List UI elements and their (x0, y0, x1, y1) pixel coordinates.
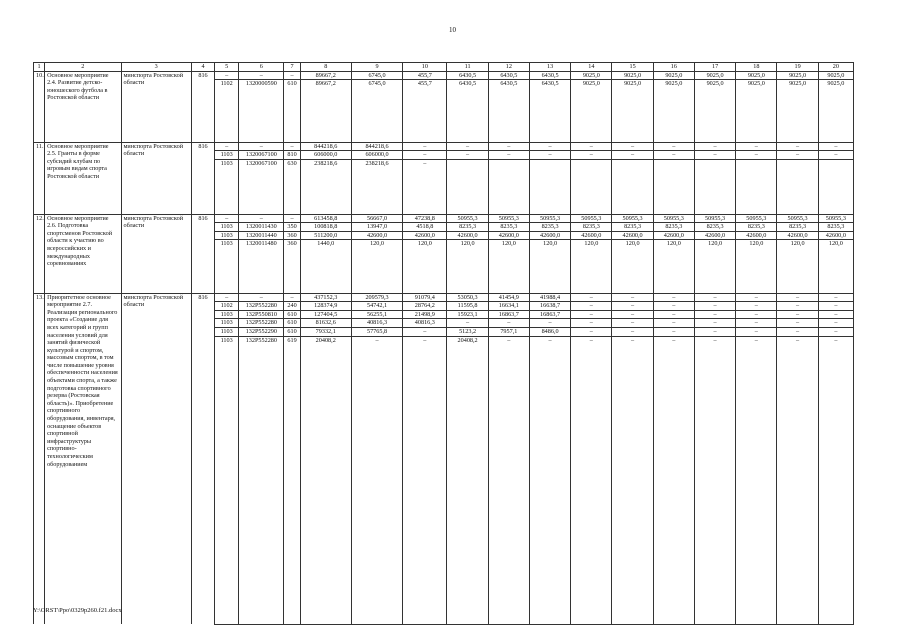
value-cell: 6745,0 (351, 71, 402, 80)
value-cell: – (653, 293, 694, 302)
value-cell: – (612, 319, 653, 328)
value-cell: – (529, 336, 570, 624)
value-cell: – (529, 142, 570, 151)
value-cell: – (777, 151, 818, 160)
value-cell: 56667,0 (351, 214, 402, 223)
value-cell: 42600,0 (447, 231, 488, 240)
value-cell: – (694, 327, 735, 336)
value-cell: 120,0 (818, 240, 853, 293)
value-cell: 1320011480 (239, 240, 284, 293)
value-cell: 1103 (215, 319, 239, 328)
value-cell: – (239, 214, 284, 223)
value-cell: 1320067100 (239, 151, 284, 160)
value-cell: – (571, 319, 612, 328)
value-cell: 50955,3 (736, 214, 777, 223)
value-cell: – (694, 302, 735, 311)
value-cell: 50955,3 (653, 214, 694, 223)
column-number: 7 (284, 63, 300, 72)
value-cell: – (284, 293, 300, 302)
value-cell: 100818,8 (300, 223, 351, 232)
value-cell: – (653, 302, 694, 311)
responsible-agency: минспорта Ростовской области (121, 293, 191, 624)
value-cell: – (736, 310, 777, 319)
value-cell: 41988,4 (529, 293, 570, 302)
value-cell: – (351, 336, 402, 624)
value-cell: 8235,3 (529, 223, 570, 232)
column-number: 1 (34, 63, 45, 72)
value-cell: 8235,3 (777, 223, 818, 232)
value-cell: – (284, 214, 300, 223)
value-cell: 6430,5 (529, 80, 570, 142)
value-cell: 1102 (215, 80, 239, 142)
value-cell: 1103 (215, 231, 239, 240)
value-cell: 42600,0 (736, 231, 777, 240)
value-cell: – (694, 151, 735, 160)
column-number: 5 (215, 63, 239, 72)
value-cell: 47238,8 (403, 214, 447, 223)
value-cell: 81632,6 (300, 319, 351, 328)
value-cell: 8235,3 (612, 223, 653, 232)
value-cell: 1103 (215, 151, 239, 160)
value-cell: – (403, 336, 447, 624)
value-cell: 120,0 (612, 240, 653, 293)
value-cell: – (571, 142, 612, 151)
value-cell: – (736, 293, 777, 302)
value-cell: – (403, 151, 447, 160)
value-cell: 8235,3 (488, 223, 529, 232)
value-cell: 1440,0 (300, 240, 351, 293)
value-cell (653, 159, 694, 214)
value-cell: 42600,0 (403, 231, 447, 240)
value-cell: 1320000590 (239, 80, 284, 142)
value-cell: 360 (284, 231, 300, 240)
value-cell: – (215, 71, 239, 80)
agency-code: 816 (191, 71, 214, 142)
value-cell: 40816,3 (351, 319, 402, 328)
value-cell: 6430,5 (447, 71, 488, 80)
agency-code: 816 (191, 142, 214, 214)
value-cell: 455,7 (403, 80, 447, 142)
row-number: 10. (34, 71, 45, 142)
value-cell: 79332,1 (300, 327, 351, 336)
value-cell: – (403, 327, 447, 336)
value-cell: – (777, 336, 818, 624)
value-cell: 610 (284, 310, 300, 319)
value-cell: 11595,8 (447, 302, 488, 311)
value-cell: – (653, 151, 694, 160)
value-cell: 238218,6 (351, 159, 402, 214)
value-cell: – (653, 336, 694, 624)
value-cell: 9025,0 (818, 71, 853, 80)
value-cell: – (529, 319, 570, 328)
value-cell: 42600,0 (612, 231, 653, 240)
value-cell: 128374,9 (300, 302, 351, 311)
value-cell: 16638,7 (529, 302, 570, 311)
value-cell: – (488, 142, 529, 151)
value-cell: – (215, 214, 239, 223)
value-cell: – (694, 142, 735, 151)
responsible-agency: минспорта Ростовской области (121, 71, 191, 142)
value-cell: 1103 (215, 159, 239, 214)
value-cell: 89667,2 (300, 80, 351, 142)
column-number: 13 (529, 63, 570, 72)
value-cell: 120,0 (736, 240, 777, 293)
event-name: Приоритетное основное мероприятие 2.7. Реализация регионального проекта «Создание для всех категорий и групп населения условий для занятий физической культурой и спортом, массовым спортом, в том числе повышение уровня обеспеченности населения объектами спорта, а также подготовка спортивного резерва (Ростовская область)». Приобретение спортивного оборудования, инвентаря, оснащение объектов спортивной инфраструктуры спортивно-технологическим оборудованием (45, 293, 121, 624)
value-cell: 606000,0 (300, 151, 351, 160)
value-cell: 844218,6 (300, 142, 351, 151)
value-cell: – (777, 293, 818, 302)
value-cell: – (284, 71, 300, 80)
value-cell: 9025,0 (694, 71, 735, 80)
value-cell: 57765,8 (351, 327, 402, 336)
column-number: 18 (736, 63, 777, 72)
row-number: 11. (34, 142, 45, 214)
value-cell: 613458,8 (300, 214, 351, 223)
value-cell: 42600,0 (694, 231, 735, 240)
value-cell: 20408,2 (300, 336, 351, 624)
column-number: 16 (653, 63, 694, 72)
value-cell: – (215, 142, 239, 151)
value-cell: – (818, 151, 853, 160)
value-cell: 120,0 (653, 240, 694, 293)
page-number: 10 (449, 26, 456, 34)
value-cell: 209579,3 (351, 293, 402, 302)
value-cell: 9025,0 (736, 71, 777, 80)
value-cell: – (736, 151, 777, 160)
value-cell: 40816,3 (403, 319, 447, 328)
value-cell: 91079,4 (403, 293, 447, 302)
table-row (34, 293, 854, 302)
value-cell: 50955,3 (488, 214, 529, 223)
table-row (34, 214, 854, 223)
value-cell: – (403, 142, 447, 151)
column-number: 14 (571, 63, 612, 72)
column-number: 4 (191, 63, 214, 72)
column-number: 6 (239, 63, 284, 72)
value-cell: – (529, 151, 570, 160)
value-cell: 9025,0 (653, 80, 694, 142)
value-cell: 16634,1 (488, 302, 529, 311)
value-cell: – (571, 327, 612, 336)
value-cell: 8235,3 (653, 223, 694, 232)
responsible-agency: минспорта Ростовской области (121, 142, 191, 214)
value-cell: 240 (284, 302, 300, 311)
value-cell: 21498,9 (403, 310, 447, 319)
value-cell: – (612, 151, 653, 160)
agency-code: 816 (191, 293, 214, 624)
value-cell: – (818, 319, 853, 328)
value-cell: 8235,3 (447, 223, 488, 232)
value-cell: – (612, 310, 653, 319)
value-cell: 42600,0 (351, 231, 402, 240)
value-cell: 15923,1 (447, 310, 488, 319)
value-cell: 28764,2 (403, 302, 447, 311)
value-cell: 120,0 (529, 240, 570, 293)
column-number: 2 (45, 63, 121, 72)
value-cell: – (612, 142, 653, 151)
value-cell: – (571, 151, 612, 160)
value-cell: – (777, 319, 818, 328)
value-cell: 89667,2 (300, 71, 351, 80)
value-cell: – (239, 293, 284, 302)
value-cell: 120,0 (351, 240, 402, 293)
value-cell: – (694, 319, 735, 328)
value-cell: 120,0 (777, 240, 818, 293)
value-cell: 9025,0 (694, 80, 735, 142)
value-cell: 54742,1 (351, 302, 402, 311)
value-cell: 132P552280 (239, 336, 284, 624)
value-cell: – (571, 336, 612, 624)
value-cell: 1103 (215, 336, 239, 624)
value-cell: 41454,9 (488, 293, 529, 302)
value-cell: 50955,3 (777, 214, 818, 223)
value-cell: – (571, 302, 612, 311)
value-cell: 1103 (215, 223, 239, 232)
value-cell: 120,0 (488, 240, 529, 293)
column-number: 11 (447, 63, 488, 72)
value-cell: 610 (284, 327, 300, 336)
value-cell: 8235,3 (736, 223, 777, 232)
value-cell: 16863,7 (529, 310, 570, 319)
column-number: 10 (403, 63, 447, 72)
value-cell: – (818, 302, 853, 311)
value-cell: 8235,3 (694, 223, 735, 232)
responsible-agency: минспорта Ростовской области (121, 214, 191, 293)
value-cell: 132P552290 (239, 327, 284, 336)
column-number: 9 (351, 63, 402, 72)
value-cell: 50955,3 (571, 214, 612, 223)
value-cell: – (447, 319, 488, 328)
value-cell: 437152,3 (300, 293, 351, 302)
value-cell: – (403, 159, 447, 214)
value-cell: 42600,0 (529, 231, 570, 240)
value-cell: 6430,5 (447, 80, 488, 142)
value-cell: 606000,0 (351, 151, 402, 160)
value-cell: – (653, 327, 694, 336)
value-cell: – (653, 142, 694, 151)
value-cell: – (488, 319, 529, 328)
value-cell: 9025,0 (571, 80, 612, 142)
value-cell: 120,0 (571, 240, 612, 293)
value-cell: 50955,3 (818, 214, 853, 223)
value-cell: – (818, 293, 853, 302)
funding-table (33, 62, 854, 625)
value-cell (571, 159, 612, 214)
table-row (34, 142, 854, 151)
value-cell: – (488, 151, 529, 160)
event-name: Основное мероприятие 2.6. Подготовка спортсменов Ростовской области к участию во всероссийских и международных соревнованиях (45, 214, 121, 293)
value-cell: 5123,2 (447, 327, 488, 336)
value-cell: 1103 (215, 240, 239, 293)
value-cell: 132P552280 (239, 319, 284, 328)
value-cell: 6430,5 (488, 80, 529, 142)
value-cell: 42600,0 (777, 231, 818, 240)
value-cell: 8486,0 (529, 327, 570, 336)
value-cell: 42600,0 (653, 231, 694, 240)
value-cell: 619 (284, 336, 300, 624)
value-cell (488, 159, 529, 214)
value-cell: 8235,3 (571, 223, 612, 232)
value-cell: – (215, 293, 239, 302)
value-cell: 9025,0 (777, 80, 818, 142)
value-cell: – (612, 293, 653, 302)
file-path-footer: Y:\ORST\Ppo\0329p260.f21.docx (33, 607, 122, 614)
column-number-row (34, 63, 854, 72)
value-cell (529, 159, 570, 214)
value-cell (777, 159, 818, 214)
value-cell: 6430,5 (529, 71, 570, 80)
value-cell (694, 159, 735, 214)
value-cell: 42600,0 (488, 231, 529, 240)
value-cell: 50955,3 (529, 214, 570, 223)
value-cell: – (736, 327, 777, 336)
value-cell: – (239, 71, 284, 80)
value-cell: 9025,0 (612, 71, 653, 80)
value-cell: 1320067100 (239, 159, 284, 214)
row-number: 13. (34, 293, 45, 624)
column-number: 3 (121, 63, 191, 72)
value-cell: 56255,1 (351, 310, 402, 319)
value-cell: – (239, 142, 284, 151)
value-cell: – (612, 327, 653, 336)
value-cell: 42600,0 (571, 231, 612, 240)
row-number: 12. (34, 214, 45, 293)
value-cell: 1320011430 (239, 223, 284, 232)
value-cell: – (818, 327, 853, 336)
table-row (34, 71, 854, 80)
value-cell (736, 159, 777, 214)
value-cell: 9025,0 (818, 80, 853, 142)
value-cell: 132P552280 (239, 302, 284, 311)
value-cell (612, 159, 653, 214)
value-cell: – (818, 310, 853, 319)
column-number: 19 (777, 63, 818, 72)
value-cell (447, 159, 488, 214)
value-cell: 20408,2 (447, 336, 488, 624)
value-cell: 511200,0 (300, 231, 351, 240)
value-cell: – (694, 293, 735, 302)
value-cell: 6430,5 (488, 71, 529, 80)
value-cell: 120,0 (447, 240, 488, 293)
value-cell: 120,0 (403, 240, 447, 293)
value-cell: 120,0 (694, 240, 735, 293)
value-cell: 238218,6 (300, 159, 351, 214)
value-cell: – (612, 336, 653, 624)
event-name: Основное мероприятие 2.5. Гранты в форме субсидий клубам по игровым видам спорта Ростовской области (45, 142, 121, 214)
value-cell: 7957,1 (488, 327, 529, 336)
value-cell: 9025,0 (571, 71, 612, 80)
value-cell: 1320011440 (239, 231, 284, 240)
value-cell (818, 159, 853, 214)
value-cell: 13947,0 (351, 223, 402, 232)
value-cell: 53050,3 (447, 293, 488, 302)
value-cell: 455,7 (403, 71, 447, 80)
value-cell: 350 (284, 223, 300, 232)
value-cell: 9025,0 (736, 80, 777, 142)
value-cell: 16863,7 (488, 310, 529, 319)
value-cell: 6745,0 (351, 80, 402, 142)
value-cell: – (694, 336, 735, 624)
value-cell: – (818, 142, 853, 151)
value-cell: – (777, 310, 818, 319)
value-cell: – (571, 310, 612, 319)
value-cell: 1103 (215, 310, 239, 319)
value-cell: – (736, 319, 777, 328)
event-name: Основное мероприятие 2.4. Развитие детско-юношеского футбола в Ростовской области (45, 71, 121, 142)
value-cell: 50955,3 (447, 214, 488, 223)
value-cell: 630 (284, 159, 300, 214)
value-cell: – (777, 302, 818, 311)
value-cell: – (447, 151, 488, 160)
value-cell: 4518,8 (403, 223, 447, 232)
value-cell: – (777, 142, 818, 151)
value-cell: – (736, 336, 777, 624)
value-cell: 42600,0 (818, 231, 853, 240)
agency-code: 816 (191, 214, 214, 293)
value-cell: 610 (284, 319, 300, 328)
value-cell: – (612, 302, 653, 311)
value-cell: – (284, 142, 300, 151)
column-number: 15 (612, 63, 653, 72)
value-cell: 9025,0 (612, 80, 653, 142)
value-cell: – (447, 142, 488, 151)
value-cell: 360 (284, 240, 300, 293)
value-cell: – (818, 336, 853, 624)
column-number: 12 (488, 63, 529, 72)
value-cell: 50955,3 (612, 214, 653, 223)
value-cell: – (777, 327, 818, 336)
value-cell: – (736, 142, 777, 151)
value-cell: 844218,6 (351, 142, 402, 151)
value-cell: 127404,5 (300, 310, 351, 319)
column-number: 20 (818, 63, 853, 72)
column-number: 17 (694, 63, 735, 72)
value-cell: – (571, 293, 612, 302)
value-cell: 9025,0 (777, 71, 818, 80)
value-cell: – (488, 336, 529, 624)
column-number: 8 (300, 63, 351, 72)
value-cell: 50955,3 (694, 214, 735, 223)
value-cell: – (736, 302, 777, 311)
value-cell: 610 (284, 80, 300, 142)
value-cell: 132P550810 (239, 310, 284, 319)
value-cell: 1102 (215, 302, 239, 311)
value-cell: – (694, 310, 735, 319)
value-cell: 810 (284, 151, 300, 160)
value-cell: 8235,3 (818, 223, 853, 232)
value-cell: 1103 (215, 327, 239, 336)
value-cell: 9025,0 (653, 71, 694, 80)
value-cell: – (653, 310, 694, 319)
value-cell: – (653, 319, 694, 328)
